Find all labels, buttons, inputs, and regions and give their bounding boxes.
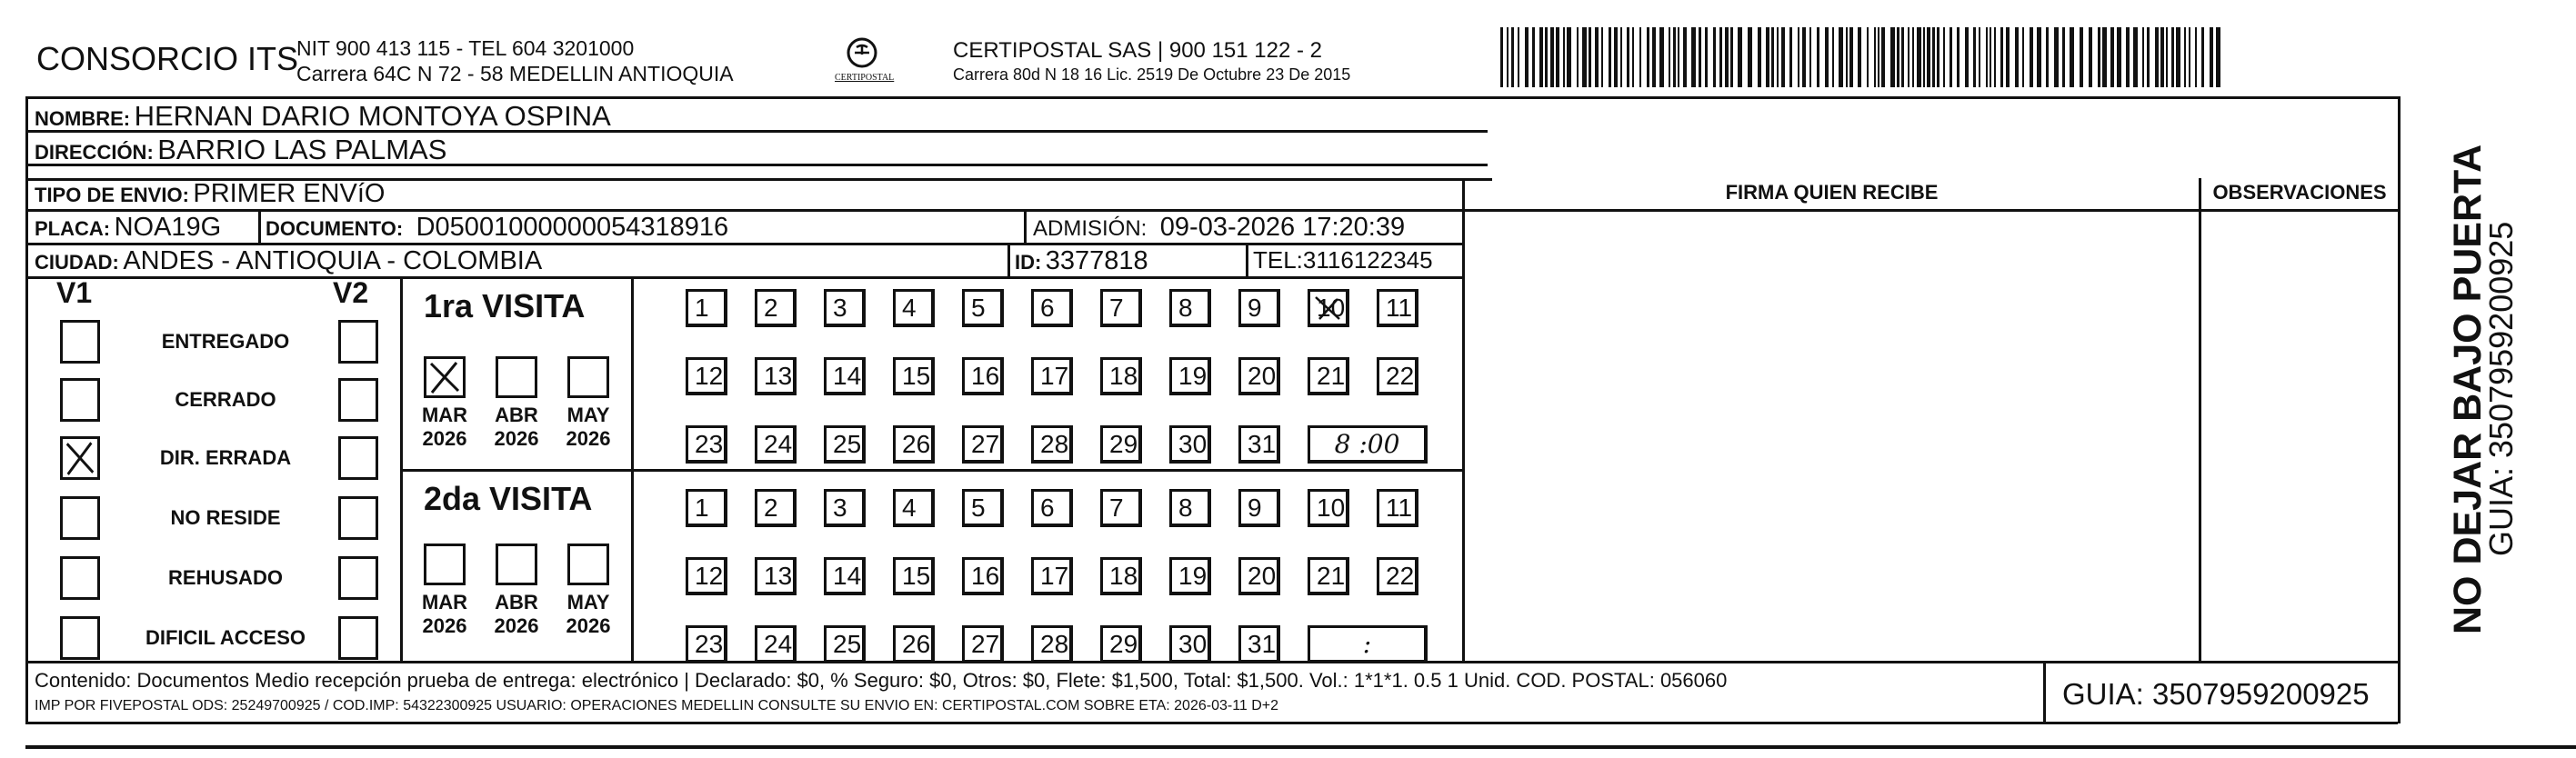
barcode-bar xyxy=(1738,27,1742,87)
placa-value: NOA19G xyxy=(114,213,222,242)
documento-label: DOCUMENTO: xyxy=(266,217,404,240)
v2-checkbox-0[interactable] xyxy=(338,320,378,364)
barcode-bar xyxy=(1846,27,1848,87)
visit2-day-30[interactable]: 30 xyxy=(1169,625,1211,663)
visit1-day-11[interactable]: 11 xyxy=(1377,289,1418,327)
visit2-month-label: MAY xyxy=(566,591,610,613)
barcode-bar xyxy=(1577,27,1579,87)
barcode-bar xyxy=(1556,27,1559,87)
barcode-bar xyxy=(1601,27,1603,87)
x-mark-icon xyxy=(426,359,463,395)
carrier-name-line: CERTIPOSTAL SAS | 900 151 122 - 2 xyxy=(953,38,1322,63)
barcode-bar xyxy=(2098,27,2100,87)
barcode-bar xyxy=(2117,27,2121,87)
barcode-bar xyxy=(2216,27,2220,87)
barcode-bar xyxy=(1713,27,1716,87)
barcode-bar xyxy=(1639,27,1641,87)
company-nit-line: NIT 900 413 115 - TEL 604 3201000 xyxy=(296,36,635,60)
visit2-day-21[interactable]: 21 xyxy=(1308,557,1349,595)
barcode-bar xyxy=(2142,27,2144,87)
barcode-bar xyxy=(1589,27,1591,87)
barcode-bar xyxy=(1798,27,1799,87)
visit1-day-22[interactable]: 22 xyxy=(1377,357,1418,395)
barcode-bar xyxy=(1678,27,1679,87)
barcode-bar xyxy=(1923,27,1925,87)
placa-label: PLACA: xyxy=(35,217,111,240)
status-reason-label: CERRADO xyxy=(175,388,276,411)
company-name: CONSORCIO ITS xyxy=(36,40,299,77)
visit2-day-13[interactable]: 13 xyxy=(755,557,797,595)
visit2-day-19[interactable]: 19 xyxy=(1169,557,1211,595)
barcode-bar xyxy=(1500,27,1503,87)
observaciones-column-header: OBSERVACIONES xyxy=(2212,181,2387,204)
barcode-bar xyxy=(1965,27,1969,87)
barcode-bar xyxy=(1507,27,1509,87)
contenido-line: Contenido: Documentos Medio recepción prueba de entrega: electrónico | Declarado: $0, % Seguro: $0, Otros: $0, Flete: $1,500, Total: $1,500. Vol.: 1*1*1. 0.5 1 Unid. COD. POSTAL: 056060 xyxy=(35,669,1728,692)
admision-label: ADMISIÓN: xyxy=(1033,216,1148,241)
visit2-day-20[interactable]: 20 xyxy=(1238,557,1280,595)
ciudad-field xyxy=(35,246,542,276)
barcode-bar xyxy=(2102,27,2107,87)
firma-column-header: FIRMA QUIEN RECIBE xyxy=(1725,181,1939,204)
v1-checkbox-4[interactable] xyxy=(60,556,100,600)
id-field xyxy=(1015,246,1148,276)
barcode-bar xyxy=(1748,27,1752,87)
visit2-day-17[interactable]: 17 xyxy=(1031,557,1073,595)
barcode-bar xyxy=(1979,27,1980,87)
barcode-bar xyxy=(1620,27,1622,87)
visit2-year-label: 2026 xyxy=(422,614,467,637)
visit2-day-31[interactable]: 31 xyxy=(1238,625,1280,663)
visit2-day-28[interactable]: 28 xyxy=(1031,625,1073,663)
barcode-bar xyxy=(1647,27,1649,87)
visit2-day-12[interactable]: 12 xyxy=(686,557,727,595)
visit2-day-15[interactable]: 15 xyxy=(893,557,935,595)
status-reason-label: NO RESIDE xyxy=(170,506,281,529)
visit1-day-4[interactable]: 4 xyxy=(893,289,935,327)
visit1-month-checkbox-1[interactable] xyxy=(496,356,537,398)
barcode-bar xyxy=(1725,27,1729,87)
visit1-day-28[interactable]: 28 xyxy=(1031,425,1073,464)
visit1-day-6[interactable]: 6 xyxy=(1031,289,1073,327)
admision-field xyxy=(1033,213,1405,243)
no-dejar-bajo-puerta-notice: NO DEJAR BAJO PUERTA xyxy=(2446,144,2490,634)
barcode-bar xyxy=(1550,27,1554,87)
visit2-day-9[interactable]: 9 xyxy=(1238,489,1280,527)
barcode-bar xyxy=(1908,27,1909,87)
visit2-day-4[interactable]: 4 xyxy=(893,489,935,527)
barcode-bar xyxy=(1699,27,1701,87)
visit1-day-23[interactable]: 23 xyxy=(686,425,727,464)
barcode-bar xyxy=(2000,27,2003,87)
barcode-bar xyxy=(1839,27,1843,87)
placa-field xyxy=(35,213,221,243)
barcode-bar xyxy=(2022,27,2024,87)
barcode-bar xyxy=(1673,27,1676,87)
barcode-bar xyxy=(2030,27,2033,87)
tel-label: TEL: xyxy=(1253,246,1303,274)
visit1-day-27[interactable]: 27 xyxy=(962,425,1004,464)
barcode-bar xyxy=(2160,27,2164,87)
barcode-bar xyxy=(1766,27,1769,87)
visit2-month-checkbox-1[interactable] xyxy=(496,544,537,585)
nombre-value: HERNAN DARIO MONTOYA OSPINA xyxy=(134,100,611,132)
barcode-bar xyxy=(1986,27,1988,87)
visit1-day-1[interactable]: 1 xyxy=(686,289,727,327)
barcode-bar xyxy=(1874,27,1876,87)
barcode-bar xyxy=(2133,27,2138,87)
visit2-day-22[interactable]: 22 xyxy=(1377,557,1418,595)
barcode-bar xyxy=(2171,27,2174,87)
company-address-line: Carrera 64C N 72 - 58 MEDELLIN ANTIOQUIA xyxy=(296,62,734,85)
barcode-bar xyxy=(1609,27,1611,87)
barcode-bar xyxy=(1719,27,1722,87)
status-reason-label: REHUSADO xyxy=(168,566,283,589)
id-value: 3377818 xyxy=(1045,246,1148,275)
visit1-day-marked-icon xyxy=(1312,294,1345,323)
visit1-day-21[interactable]: 21 xyxy=(1308,357,1349,395)
visit1-day-3[interactable]: 3 xyxy=(824,289,866,327)
visit2-day-6[interactable]: 6 xyxy=(1031,489,1073,527)
barcode-bar xyxy=(1511,27,1514,87)
v1-checkbox-3[interactable] xyxy=(60,496,100,540)
barcode-bar xyxy=(1705,27,1708,87)
barcode-bar xyxy=(2155,27,2159,87)
barcode-bar xyxy=(1809,27,1811,87)
barcode-bar xyxy=(2062,27,2065,87)
visit2-month-checkbox-2[interactable] xyxy=(567,544,609,585)
x-mark-icon xyxy=(63,439,97,477)
tel-field xyxy=(1253,246,1433,274)
id-label: ID: xyxy=(1015,251,1042,274)
barcode-bar xyxy=(1781,27,1785,87)
impresion-line: IMP POR FIVEPOSTAL ODS: 25249700925 / COD.IMP: 54322300925 USUARIO: OPERACIONES MEDELLIN CONSULTE SU ENVIO EN: CERTIPOSTAL.COM SOBRE ETA: 2026-03-11 D+2 xyxy=(35,698,1279,713)
carrier-license-line: Carrera 80d N 18 16 Lic. 2519 De Octubre 23 De 2015 xyxy=(953,65,1351,84)
visit1-day-16[interactable]: 16 xyxy=(962,357,1004,395)
visit1-month-label: MAR xyxy=(421,404,468,426)
visit1-day-8[interactable]: 8 xyxy=(1169,289,1211,327)
barcode-bar xyxy=(2210,27,2213,87)
nombre-row xyxy=(35,100,611,133)
v2-checkbox-2[interactable] xyxy=(338,436,378,480)
barcode-bar xyxy=(1614,27,1618,87)
barcode-bar xyxy=(1532,27,1535,87)
visit2-month-label: ABR xyxy=(495,591,538,613)
visit2-day-7[interactable]: 7 xyxy=(1100,489,1142,527)
visit1-day-15[interactable]: 15 xyxy=(893,357,935,395)
v2-checkbox-1[interactable] xyxy=(338,378,378,422)
barcode-bar xyxy=(1927,27,1930,87)
barcode-bar xyxy=(1858,27,1861,87)
visit2-day-25[interactable]: 25 xyxy=(824,625,866,663)
barcode-bar xyxy=(2166,27,2168,87)
v2-checkbox-3[interactable] xyxy=(338,496,378,540)
ciudad-label: CIUDAD: xyxy=(35,251,119,274)
visit2-day-1[interactable]: 1 xyxy=(686,489,727,527)
direccion-value: BARRIO LAS PALMAS xyxy=(157,134,447,165)
tel-value: 3116122345 xyxy=(1302,246,1433,274)
visit1-day-25[interactable]: 25 xyxy=(824,425,866,464)
tipo-envio-row xyxy=(35,179,385,209)
visit2-year-label: 2026 xyxy=(494,614,539,637)
barcode-bar xyxy=(1758,27,1761,87)
barcode-bar xyxy=(2176,27,2180,87)
barcode-bar xyxy=(2184,27,2186,87)
visit2-day-14[interactable]: 14 xyxy=(824,557,866,595)
barcode-bar xyxy=(1817,27,1819,87)
barcode-bar xyxy=(1691,27,1696,87)
barcode-bar xyxy=(1973,27,1976,87)
visit2-day-18[interactable]: 18 xyxy=(1100,557,1142,595)
barcode-bar xyxy=(1917,27,1921,87)
visit1-day-30[interactable]: 30 xyxy=(1169,425,1211,464)
visit1-day-26[interactable]: 26 xyxy=(893,425,935,464)
visit1-day-20[interactable]: 20 xyxy=(1238,357,1280,395)
barcode-bar xyxy=(1867,27,1869,87)
barcode-bar xyxy=(1943,27,1945,87)
visit1-year-label: 2026 xyxy=(566,427,611,450)
direccion-label: DIRECCIÓN: xyxy=(35,141,154,164)
barcode-bar xyxy=(1777,27,1779,87)
visit1-day-17[interactable]: 17 xyxy=(1031,357,1073,395)
visit1-title: 1ra VISITA xyxy=(424,287,586,324)
footer-guia-number: GUIA: 3507959200925 xyxy=(2062,677,2370,711)
visit2-day-3[interactable]: 3 xyxy=(824,489,866,527)
status-reason-label: DIFICIL ACCESO xyxy=(145,626,306,649)
v1-checkbox-1[interactable] xyxy=(60,378,100,422)
side-guia-number: GUIA: 3507959200925 xyxy=(2482,221,2520,556)
barcode-bar xyxy=(1545,27,1548,87)
check-mark-icon xyxy=(1312,294,1345,323)
barcode-bar xyxy=(1771,27,1774,87)
v2-header: V2 xyxy=(333,276,369,309)
barcode-bar xyxy=(1994,27,1996,87)
visit2-time-field[interactable]: : xyxy=(1308,625,1428,663)
barcode-bar xyxy=(1567,27,1571,87)
status-reason-label: DIR. ERRADA xyxy=(159,446,292,469)
status-reason-label: ENTREGADO xyxy=(161,330,290,353)
barcode-bar xyxy=(1683,27,1687,87)
barcode-bar xyxy=(1890,27,1895,87)
visit2-day-24[interactable]: 24 xyxy=(755,625,797,663)
barcode-bar xyxy=(1802,27,1806,87)
barcode-bar xyxy=(1525,27,1529,87)
visit1-day-9[interactable]: 9 xyxy=(1238,289,1280,327)
visit1-day-7[interactable]: 7 xyxy=(1100,289,1142,327)
barcode-bar xyxy=(2015,27,2019,87)
barcode-bar xyxy=(1878,27,1879,87)
v1-checkbox-2[interactable] xyxy=(60,436,100,480)
tipo-envio-value: PRIMER ENVíO xyxy=(193,179,386,208)
barcode-bar xyxy=(1659,27,1664,87)
visit1-day-29[interactable]: 29 xyxy=(1100,425,1142,464)
visit1-month-label: ABR xyxy=(495,404,538,426)
visit2-day-10[interactable]: 10 xyxy=(1308,489,1349,527)
visit1-day-24[interactable]: 24 xyxy=(755,425,797,464)
barcode-bar xyxy=(1825,27,1829,87)
v2-checkbox-5[interactable] xyxy=(338,616,378,660)
barcode-bar xyxy=(1563,27,1565,87)
visit1-year-label: 2026 xyxy=(422,427,467,450)
visit1-day-13[interactable]: 13 xyxy=(755,357,797,395)
visit1-day-14[interactable]: 14 xyxy=(824,357,866,395)
barcode-bar xyxy=(2037,27,2041,87)
barcode-bar xyxy=(1937,27,1940,87)
visit1-month-checkbox-2[interactable] xyxy=(567,356,609,398)
barcode-bar xyxy=(1730,27,1733,87)
admision-value: 09-03-2026 17:20:39 xyxy=(1159,213,1406,242)
direccion-row xyxy=(35,134,446,166)
documento-field xyxy=(266,213,728,243)
barcode-bar xyxy=(1669,27,1670,87)
barcode-bar xyxy=(2006,27,2010,87)
barcode-bar xyxy=(2070,27,2074,87)
barcode-bar xyxy=(1595,27,1599,87)
barcode-bar xyxy=(1881,27,1885,87)
barcode-bar xyxy=(1901,27,1904,87)
barcode-bar xyxy=(1632,27,1634,87)
visit2-day-26[interactable]: 26 xyxy=(893,625,935,663)
visit2-month-label: MAR xyxy=(421,591,468,613)
v1-header: V1 xyxy=(56,276,93,309)
documento-value: D05001000000054318916 xyxy=(416,213,729,242)
visit2-day-16[interactable]: 16 xyxy=(962,557,1004,595)
barcode-bar xyxy=(1582,27,1587,87)
barcode-bar xyxy=(1789,27,1792,87)
barcode-bar xyxy=(1950,27,1952,87)
visit1-day-5[interactable]: 5 xyxy=(962,289,1004,327)
v1-checkbox-5[interactable] xyxy=(60,616,100,660)
visit1-day-10[interactable]: 10 xyxy=(1308,289,1349,327)
visit2-year-label: 2026 xyxy=(566,614,611,637)
barcode-bar xyxy=(1627,27,1629,87)
barcode-bar xyxy=(2195,27,2197,87)
barcode-bar xyxy=(1849,27,1853,87)
barcode-bar xyxy=(1897,27,1899,87)
v2-checkbox-4[interactable] xyxy=(338,556,378,600)
visit1-day-2[interactable]: 2 xyxy=(755,289,797,327)
visit1-day-31[interactable]: 31 xyxy=(1238,425,1280,464)
barcode-bar xyxy=(2110,27,2114,87)
visit2-title: 2da VISITA xyxy=(424,480,593,517)
visit1-time-field[interactable]: 8 :00 xyxy=(1308,425,1428,464)
visit2-day-5[interactable]: 5 xyxy=(962,489,1004,527)
visit2-day-2[interactable]: 2 xyxy=(755,489,797,527)
tipo-envio-label: TIPO DE ENVIO: xyxy=(35,184,189,206)
logo-caption: CERTIPOSTAL xyxy=(835,73,895,83)
barcode-bar xyxy=(2046,27,2049,87)
barcode-bar xyxy=(1539,27,1543,87)
nombre-label: NOMBRE: xyxy=(35,107,131,130)
barcode-bar xyxy=(2189,27,2190,87)
visit1-day-18[interactable]: 18 xyxy=(1100,357,1142,395)
barcode-bar xyxy=(2201,27,2204,87)
barcode-bar xyxy=(2054,27,2059,87)
barcode-bar xyxy=(2147,27,2150,87)
visit2-day-23[interactable]: 23 xyxy=(686,625,727,663)
visit1-year-label: 2026 xyxy=(494,427,539,450)
barcode-bar xyxy=(1990,27,1991,87)
visit2-day-27[interactable]: 27 xyxy=(962,625,1004,663)
barcode-bar xyxy=(1832,27,1834,87)
tracking-barcode xyxy=(1500,27,2228,87)
barcode-bar xyxy=(1912,27,1914,87)
barcode-bar xyxy=(2089,27,2092,87)
v1-checkbox-0[interactable] xyxy=(60,320,100,364)
visit1-day-19[interactable]: 19 xyxy=(1169,357,1211,395)
barcode-bar xyxy=(2126,27,2130,87)
barcode-bar xyxy=(1932,27,1935,87)
visit2-month-checkbox-0[interactable] xyxy=(424,544,466,585)
barcode-bar xyxy=(1518,27,1519,87)
visit2-day-29[interactable]: 29 xyxy=(1100,625,1142,663)
ciudad-value: ANDES - ANTIOQUIA - COLOMBIA xyxy=(123,246,543,275)
visit1-month-checkbox-0[interactable] xyxy=(424,356,466,398)
barcode-bar xyxy=(1652,27,1656,87)
barcode-bar xyxy=(1957,27,1960,87)
visit1-day-12[interactable]: 12 xyxy=(686,357,727,395)
visit2-day-8[interactable]: 8 xyxy=(1169,489,1211,527)
visit2-day-11[interactable]: 11 xyxy=(1377,489,1418,527)
barcode-bar xyxy=(2080,27,2083,87)
visit1-month-label: MAY xyxy=(566,404,610,426)
